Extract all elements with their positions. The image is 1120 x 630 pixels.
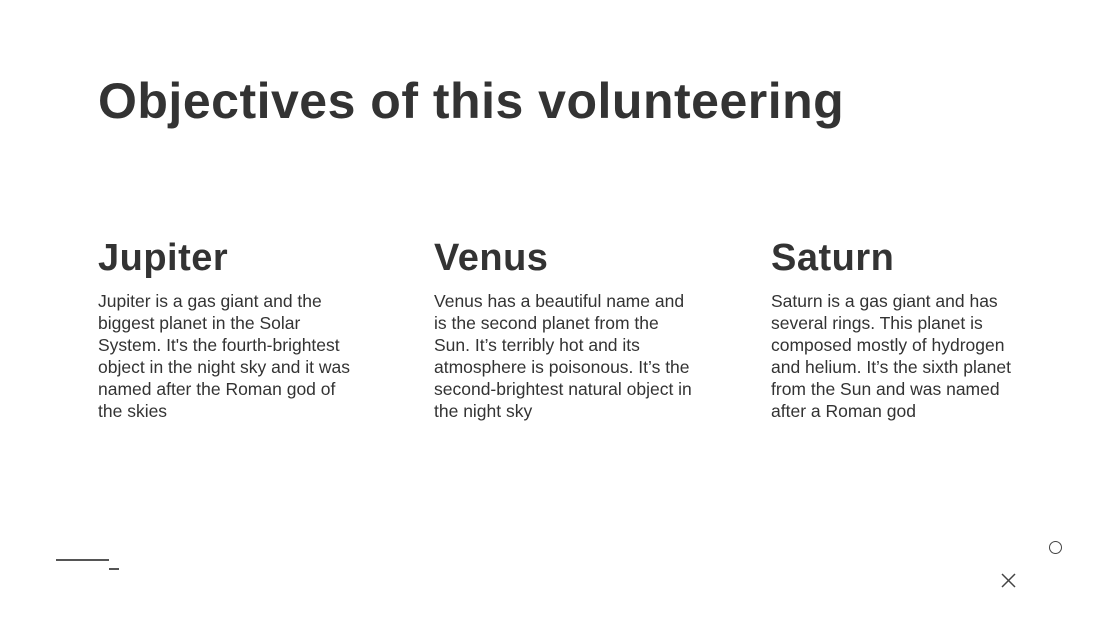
- cross-icon: [1001, 573, 1016, 588]
- column-body: Jupiter is a gas giant and the biggest planet in the Solar System. It's the fourth-brightest object in the night sky and it was named after the Roman god of the skies: [98, 291, 350, 421]
- column-venus: [434, 236, 699, 422]
- slide-title: Objectives of this volunteering: [98, 73, 845, 129]
- decorative-dash: [109, 568, 119, 570]
- column-heading: Venus: [434, 237, 549, 279]
- column-jupiter: [98, 236, 363, 422]
- column-body: Saturn is a gas giant and has several rings. This planet is composed mostly of hydrogen and helium. It’s the sixth planet from the Sun and was named after a Roman god: [771, 291, 1011, 421]
- circle-icon: [1049, 541, 1062, 554]
- column-heading: Saturn: [771, 237, 895, 279]
- column-heading: Jupiter: [98, 237, 229, 279]
- decorative-line: [56, 559, 109, 561]
- column-saturn: [771, 236, 1036, 422]
- column-body: Venus has a beautiful name and is the second planet from the Sun. It’s terribly hot and its atmosphere is poisonous. It’s the second-brightest natural object in the night sky: [434, 291, 692, 421]
